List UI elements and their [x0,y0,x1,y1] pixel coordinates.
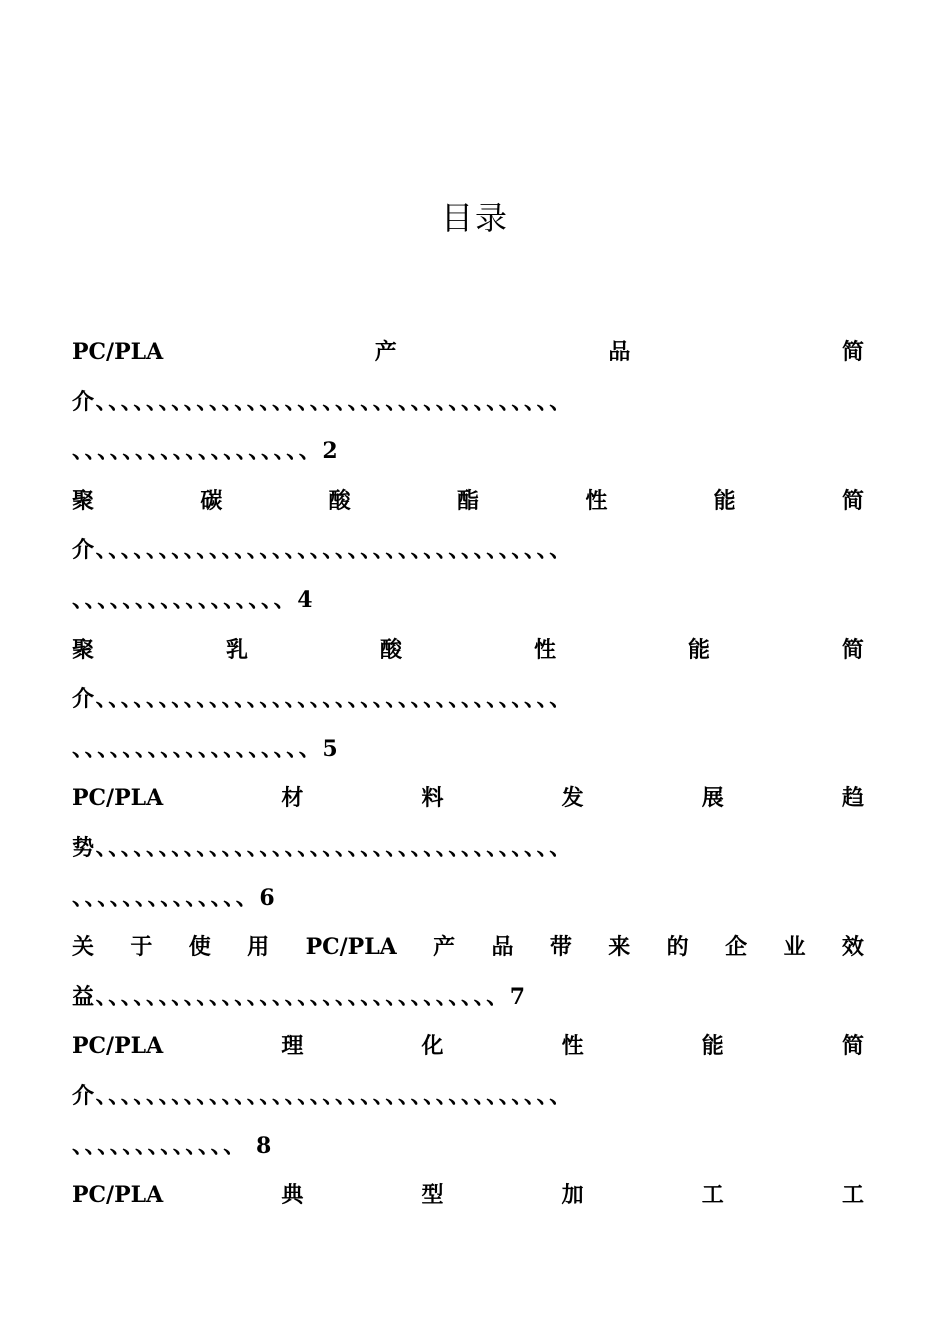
heading-token: 加 [561,1182,584,1209]
heading-token: 化 [421,1033,444,1060]
heading-token: 带 [549,934,572,961]
heading-token: 的 [666,934,689,961]
heading-token: 简 [841,339,864,365]
heading-token: 聚 [72,636,95,663]
toc-entry-3-page: 、、、、、、、、、、、、、、、、、、、5 [72,735,340,762]
table-of-contents [72,328,864,1221]
heading-token: 来 [608,934,631,961]
toc-entry-2-leader: 介、、、、、、、、、、、、、、、、、、、、、、、、、、、、、、、、、、、、、 [72,537,573,564]
heading-token: 产 [374,339,397,365]
heading-token: 于 [130,934,153,961]
heading-token: 产 [433,934,456,961]
heading-token: 酯 [456,487,479,514]
heading-token: 展 [701,785,724,812]
toc-entry-6-page: 、、、、、、、、、、、、、 8 [72,1132,273,1159]
heading-token: 工 [701,1182,724,1209]
heading-token: 企 [725,934,748,961]
heading-token: 乳 [225,636,248,663]
toc-entry-2-heading[interactable] [72,477,864,527]
toc-entry-3-leader: 介、、、、、、、、、、、、、、、、、、、、、、、、、、、、、、、、、、、、、 [72,686,573,713]
heading-token: 典 [281,1182,304,1209]
heading-token: 简 [841,636,864,663]
heading-token: 酸 [328,487,351,514]
toc-entry-7-heading[interactable] [72,1171,864,1221]
heading-token: 能 [687,636,710,663]
page-title: 目录 [440,199,509,237]
toc-entry-1-page: 、、、、、、、、、、、、、、、、、、、2 [72,438,340,465]
heading-token: PC/PLA [72,1033,164,1060]
heading-token: 效 [841,934,864,961]
heading-token: 料 [421,785,444,812]
toc-entry-6-heading[interactable] [72,1022,864,1072]
heading-token: 简 [841,1033,864,1060]
toc-entry-4-heading[interactable] [72,774,864,824]
heading-token: PC/PLA [305,934,397,961]
heading-token: PC/PLA [72,339,164,365]
heading-token: 性 [533,636,556,663]
heading-token: 用 [247,934,270,961]
heading-token: 品 [608,339,631,365]
heading-token: 趋 [841,785,864,812]
heading-token: 性 [561,1033,584,1060]
toc-entry-4-page: 、、、、、、、、、、、、、、6 [72,884,277,911]
heading-token: 性 [585,487,608,514]
toc-entry-6-leader: 介、、、、、、、、、、、、、、、、、、、、、、、、、、、、、、、、、、、、、 [72,1082,573,1109]
heading-token: PC/PLA [72,785,164,812]
heading-token: 关 [72,934,95,961]
heading-token: PC/PLA [72,1182,164,1209]
toc-entry-1-leader: 介、、、、、、、、、、、、、、、、、、、、、、、、、、、、、、、、、、、、、 [72,388,573,415]
heading-token: 使 [188,934,211,961]
toc-entry-5-heading[interactable] [72,923,864,973]
heading-token: 品 [491,934,514,961]
heading-token: 材 [281,785,304,812]
heading-token: 碳 [200,487,223,514]
heading-token: 酸 [379,636,402,663]
heading-token: 简 [841,487,864,514]
heading-token: 能 [701,1033,724,1060]
heading-token: 工 [841,1182,864,1209]
heading-token: 聚 [72,487,95,514]
toc-entry-4-leader: 势、、、、、、、、、、、、、、、、、、、、、、、、、、、、、、、、、、、、、 [72,834,573,861]
toc-entry-3-heading[interactable] [72,626,864,676]
heading-token: 理 [281,1033,304,1060]
heading-token: 能 [713,487,736,514]
toc-entry-2-page: 、、、、、、、、、、、、、、、、、4 [72,586,315,613]
toc-entry-1-heading[interactable] [72,328,864,378]
heading-token: 型 [421,1182,444,1209]
heading-token: 业 [783,934,806,961]
heading-token: 发 [561,785,584,812]
toc-entry-5-page: 益、、、、、、、、、、、、、、、、、、、、、、、、、、、、、、、、7 [72,983,527,1010]
